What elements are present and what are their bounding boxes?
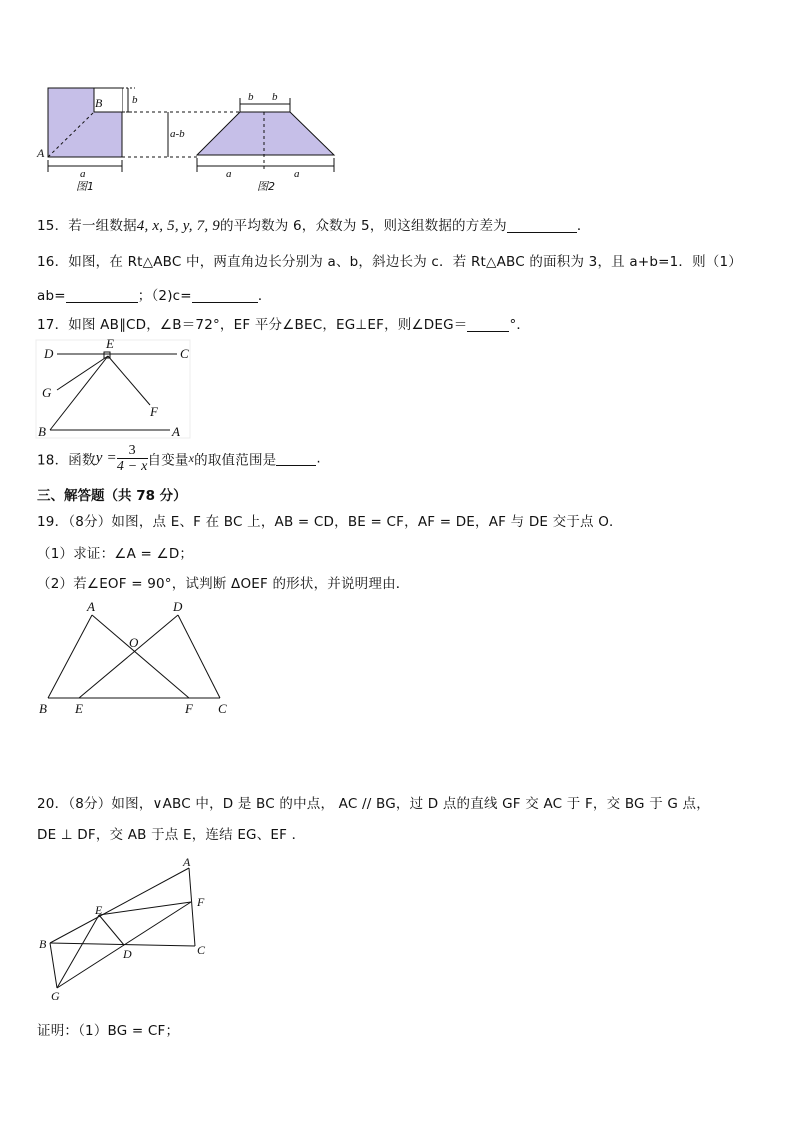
q15-data: 4, x, 5, y, 7, 9: [136, 218, 220, 234]
q17-end: °．: [509, 317, 531, 333]
q20-label-A: A: [183, 855, 191, 869]
question-20-line2: DE ⊥ DF，交 AB 于点 E，连结 EG、EF ．: [37, 827, 306, 843]
fig2-label-a-minus-b: a-b: [170, 128, 185, 140]
q15-end: ．: [576, 218, 591, 234]
fig1-label-a: a: [80, 168, 86, 180]
q17-label-B: B: [38, 424, 46, 439]
question-19-part2: （2）若∠EOF = 90°，试判断 ΔOEF 的形状，并说明理由．: [37, 576, 410, 592]
q15-prefix: 15．若一组数据: [37, 218, 137, 234]
q17-label-A: A: [172, 424, 180, 439]
fig1-label-B: B: [95, 96, 103, 110]
q20-label-G: G: [51, 989, 60, 1003]
q19-label-B: B: [39, 701, 47, 716]
q18-end: .: [316, 450, 321, 467]
q18-suffix2: 的取值范围是: [194, 452, 277, 469]
fig2-label-b2: b: [272, 91, 278, 103]
fig1-caption: 图1: [76, 180, 94, 193]
q20-label-E: E: [95, 903, 103, 917]
q20-label-B: B: [39, 937, 47, 951]
question-16-line1: 16．如图，在 Rt△ABC 中，两直角边长分别为 a、b，斜边长为 c．若 Rt△ABC 的面积为 3，且 a+b=1．则（1）: [37, 254, 742, 270]
fig2-label-a2: a: [294, 168, 300, 180]
q18-denominator: 4 − x: [116, 459, 148, 474]
fig2-caption: 图2: [257, 180, 275, 193]
question-20-line1: 20．（8分）如图，∨ABC 中，D 是 BC 的中点， AC // BG，过 D 点的直线 GF 交 AC 于 F，交 BG 于 G 点，: [37, 796, 710, 812]
q18-numerator: 3: [117, 443, 148, 459]
fig1-label-A: A: [37, 146, 45, 160]
question-20-proof: 证明：（1）BG = CF；: [37, 1023, 180, 1039]
q16-ab-label: ab=: [37, 288, 66, 304]
question-19-part1: （1）求证：∠A = ∠D；: [37, 546, 194, 562]
q16-sep: ；（2)c=: [137, 288, 192, 304]
question-19-line1: 19．（8分）如图，点 E、F 在 BC 上，AB = CD，BE = CF，AF = DE，AF 与 DE 交于点 O．: [37, 514, 623, 530]
q15-suffix: 的平均数为 6，众数为 5，则这组数据的方差为: [219, 218, 507, 234]
q17-text: 17．如图 AB∥CD，∠B＝72°，EF 平分∠BEC，EG⊥EF，则∠DEG＝: [37, 317, 468, 333]
q19-label-C: C: [218, 701, 227, 716]
section-3-title: 三、解答题（共 78 分）: [37, 488, 187, 504]
q20-label-F: F: [197, 895, 205, 909]
q18-var: x: [188, 451, 195, 465]
q18-y-eq: y =: [95, 450, 117, 466]
q19-label-F: F: [185, 701, 193, 716]
q16-end: ．: [257, 288, 272, 304]
q18-suffix: 自变量: [147, 452, 189, 469]
q19-label-A: A: [87, 599, 95, 614]
fig2-label-a1: a: [226, 168, 232, 180]
q20-label-C: C: [197, 943, 206, 957]
q17-label-F: F: [150, 404, 158, 419]
q19-label-E: E: [75, 701, 83, 716]
q17-label-G: G: [42, 385, 52, 400]
q19-label-D: D: [173, 599, 183, 614]
q19-label-O: O: [129, 635, 139, 650]
fig2-label-b1: b: [248, 91, 254, 103]
q17-label-C: C: [180, 346, 189, 361]
q17-label-E: E: [106, 336, 114, 351]
fig1-label-b: b: [132, 94, 138, 106]
q18-prefix: 18．函数: [37, 452, 96, 469]
q17-label-D: D: [44, 346, 54, 361]
q20-label-D: D: [123, 947, 132, 961]
